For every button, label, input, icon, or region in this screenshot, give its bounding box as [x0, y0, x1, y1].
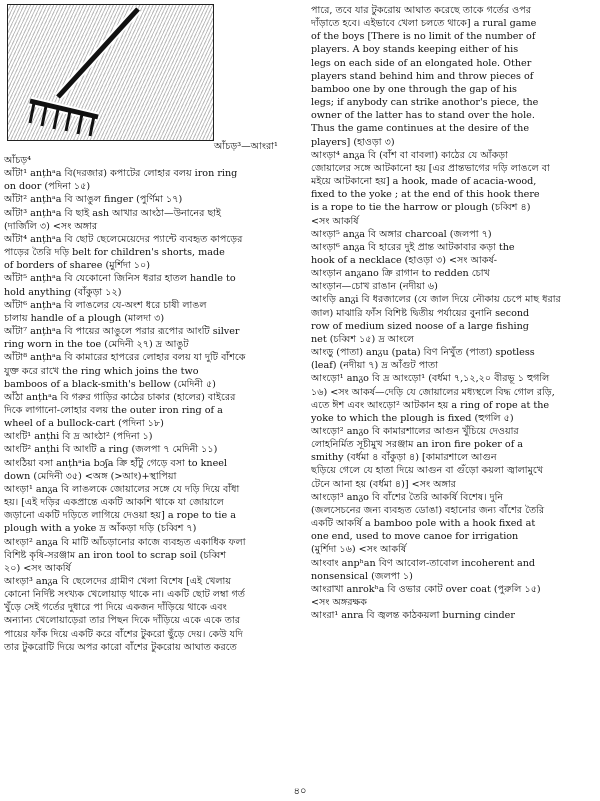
entry-line: nonsensical (জলপা ১) — [311, 570, 413, 582]
entry-line: আংড়ান anᵹano ক্রি রাগান to redden চোখ — [311, 268, 490, 280]
entry-line: bamboos of a black-smith's bellow (মেদিনী ৫) — [4, 378, 216, 390]
entry-line: smithy (বর্ধমা ৪ বাঁকুড়া ৪) [কামারশালে আগুন — [311, 452, 497, 464]
entry-line: আংড়ি anᵹi বি ধরজালের (যে জাল দিয়ে নৌকায় চেপে মাছ ধরার — [311, 294, 561, 306]
entry-line: (জলসেচনের জন্য ব্যবহৃত ডোঙা) বহানোর জন্য বাঁশের তৈরি — [311, 504, 545, 516]
entry-line: হয়। [এই দড়ির একপ্রান্তে একটি আকশি থাকে যা জোয়ালে — [4, 497, 224, 509]
entry-line: টেনে আনা হয় (বর্ধমা ৪)] <সং অঙ্গার — [311, 478, 456, 490]
entry-line: (leaf) (নদীয়া ৭) দ্র আঁগুট পাতা — [311, 360, 438, 372]
right-column — [311, 4, 596, 622]
entry-line: দিকে লাগানো-লোহার বলয় the outer iron ring of a — [4, 404, 223, 416]
entry-line: আঁঠা anțhᵃa বি গরুর গাড়ির কাঠের চাকার (হালের) বাইরের — [4, 391, 236, 403]
entry-line: আংড়ো³ anᵹo বি বাঁশের তৈরি আকর্ষি বিশেষ। দুনি — [311, 491, 504, 503]
entry-line: আংড়ু (পাতা) anᵹu (pata) বিণ নিখুঁত (পাতা) spotless — [311, 347, 535, 359]
entry-line: আংঠিয়া বসা anțhᵃia bɔʃa ক্রি হাঁটু গেড়ে বসা to kneel — [4, 457, 227, 469]
entry-line: players stand behind him and throw pieces of — [311, 70, 534, 82]
entry-line: অন্যান্য খেলোয়াড়েরা তার পিছন দিকে দাঁড়িয়ে একে একে তার — [4, 615, 240, 627]
entry-line: আংবাং anpʰan বিণ আবোল-তাবোল incoherent and — [311, 557, 536, 569]
entry-line: players] (হাওড়া ৩) — [311, 136, 395, 148]
left-entries — [4, 154, 304, 654]
entry-line: আংড়ো² anᵹo বি কামারশালের আগুন খুঁচিয়ে দেওয়ার — [311, 426, 519, 437]
entry-line: hold anything (বাঁকুড়া ১২) — [4, 286, 122, 298]
entry-line: ১৬) <সং আকর্ষ—দেড়ি যে জোয়ালের মধ্যস্থলে বিদ্ধ গোল রড়ি, — [311, 386, 555, 398]
entry-line: আংড়া² anᵹa বি মাটি আঁচড়ানোর কাজে ব্যবহৃত একাধিক ফলা — [4, 536, 246, 548]
entry-line: পারে, তবে যার টুকরোয় আঘাত করেছে তাকে গর্তের ওপর — [311, 5, 531, 16]
entry-line: plough with a yoke দ্র আঁকড়া দড়ি (চব্বিশ ৭) — [4, 523, 197, 535]
entry-line: আংড়া⁴ anᵹa বি (বাঁশ বা বাবলা) কাঠের যে আঁকড়া — [311, 149, 508, 161]
entry-line: yoke to which the plough is fixed (হুগলি ৫) — [311, 412, 514, 424]
entry-line: তার টুকরোটি দিয়ে অপর কারো বাঁশের টুকরোয় আঘাত করতে — [4, 641, 237, 653]
entry-line: owner of the latter has to stand over the hole. — [311, 110, 535, 122]
entry-line: down (মেদিনী ৩৫) <অঙ্গ (>আং)+স্থাপিয়া — [4, 470, 177, 482]
entry-line: players. A boy stands keeping either of his — [311, 44, 519, 56]
entry-line: Thus the game continues at the desire of the — [311, 123, 530, 135]
entry-line: আংটি¹ anțhi বি দ্র আংঠা² (পদিনা ১) — [4, 431, 153, 443]
entry-line: কোনো নির্দিষ্ট সংখ্যক খেলোয়াড় থাকে না। একটি ছোট লম্বা গর্ত — [4, 589, 245, 601]
entry-line: আংটি² anțhi বি আংটি a ring (জলপা ৭ মেদিনী ১১) — [4, 444, 218, 456]
entry-line: net (চব্বিশ ১৫) দ্র আংলে — [311, 333, 415, 345]
entry-line: <সং আকর্ষি — [311, 215, 359, 227]
entry-line: যুক্ত করে রাখে the ring which joins the two — [4, 365, 199, 377]
entry-line: (দার্জিলি ৩) <সং অঙ্গার — [4, 220, 98, 232]
entry-line: of borders of sharee (মুর্শিদা ১০) — [4, 260, 151, 272]
entry-line: আঁটা⁸ anțhᵃa বি কামারের হাপরের লোহার বলয় যা দুটি বাঁশকে — [4, 352, 246, 364]
entry-line: আংড়ো¹ anᵹo বি দ্র আংড়ো¹ (বর্ধমা ৭,১২,২০ বীরভূ ১ হুগলি — [311, 373, 550, 385]
left-column — [4, 4, 304, 653]
entry-line: আঁটা⁷ anțhᵃa বি পায়ের আঙুলে পরার রূপোর আংটি silver — [4, 326, 240, 338]
entry-line: আংড়া³ anᵹa বি ছেলেদের গ্রামীণ খেলা বিশেষ [এই খেলায় — [4, 576, 231, 587]
entry-line: আংড়ান—চোখ রাঙান (নদীয়া ৬) — [311, 281, 438, 293]
entry-line: ছড়িয়ে গেলে যে হাতা দিয়ে আগুন বা গুঁড়ো কয়লা জ্বালামুখে — [311, 465, 544, 477]
entry-line: one end, used to move canoe for irrigation — [311, 531, 519, 543]
entry-line: আঁচড়⁴ — [4, 155, 32, 166]
entry-line: আঁটা¹ anțhᵃa বি(দরজার) কপাটের লোহার বলয় iron ring — [4, 168, 238, 180]
entry-line: আংরাখা anrokʰa বি ওভার কোট over coat (পুরুলি ১৫) — [311, 583, 541, 595]
entry-line: hook of a necklace (হাওড়া ৩) <সং আকর্ষ- — [311, 254, 497, 266]
figure-caption: আঁচড়³—আংরা¹ — [214, 141, 278, 152]
entry-line: row of medium sized noose of a large fishing — [311, 320, 529, 332]
entry-line: জাল) মাঝারি ফাঁস বিশিষ্ট দ্বিতীয় পর্যায়ের বুনানি second — [311, 307, 530, 319]
page-number: ৪০ — [293, 786, 307, 797]
entry-line: চালায় handle of a plough (মালদা ৩) — [4, 312, 165, 324]
entry-line: এতে ঈশ এবং আংড়ো² আটকান হয় a ring of rope at the — [311, 399, 550, 411]
entry-line: জড়ানো একটি দড়িতে লাগিয়ে দেওয়া হয়] a rope to tie a — [4, 510, 236, 522]
entry-line: পায়ের ফাঁক দিয়ে একটি করে বাঁশের টুকরো ছুঁড়ে দেয়। কেউ যদি — [4, 628, 243, 640]
rake-icon — [8, 5, 213, 140]
entry-line: খুঁড়ে সেই গর্তের দুধারে পা দিয়ে একজন দাঁড়িয়ে থাকে এবং — [4, 602, 227, 614]
entry-line: legs; if anybody can strike anothor's piece, the — [311, 97, 539, 109]
entry-line: বিশিষ্ট কৃষি-সরঞ্জাম an iron tool to scrap soil (চব্বিশ — [4, 549, 227, 561]
rake-illustration — [7, 4, 214, 141]
entry-line: আংরা¹ anra বি জ্বলন্ত কাঠকয়লা burning cinder — [311, 610, 515, 622]
entry-line: দাঁড়াতে হবে। এইভাবে খেলা চলতে থাকে] a rural game — [311, 18, 537, 30]
entry-line: ২০) <সং আকর্ষি — [4, 562, 71, 574]
entry-line: আঁটা⁴ anțhᵃa বি ছোট ছেলেমেয়েদের প্যান্টে ব্যবহৃত কাপড়ের — [4, 233, 243, 245]
entry-line: fixed to the yoke ; at the end of this hook there — [311, 189, 540, 201]
entry-line: ring worn in the toe (মেদিনী ২৭) দ্র আঙুট — [4, 339, 189, 351]
entry-line: is a rope to tie the harrow or plough (চব্বিশ ৪) — [311, 202, 531, 214]
entry-line: (মুর্শিদা ১৬) <সং আকর্ষি — [311, 544, 407, 556]
entry-line: মইয়ে আটকানো হয়] a hook, made of acacia-wood, — [311, 176, 537, 188]
entry-line: of the boys [There is no limit of the number of — [311, 31, 536, 43]
entry-line: bamboo one by one through the gap of his — [311, 83, 517, 95]
entry-line: আঁটা⁶ anțhᵃa বি লাঙলের যে-অংশ ধরে চাষী লাঙল — [4, 299, 207, 311]
entry-line: <সং অঙ্গরক্ষক — [311, 597, 367, 609]
entry-line: পাড়ের তৈরি দড়ি belt for children's shorts, made — [4, 247, 225, 259]
entry-line: লোহনির্মিত সূচীমুখ সরঞ্জাম an iron fire poker of a — [311, 439, 524, 451]
entry-line: আংড়া⁶ anᵹa বি হারের দুই প্রান্ত আটকাবার কড়া the — [311, 241, 515, 253]
entry-line: একটি আকর্ষি a bamboo pole with a hook fixed at — [311, 518, 536, 530]
entry-line: আঁটা⁵ anțhᵃa বি যেকোনো জিনিস ধরার হাতল handle to — [4, 273, 236, 285]
entry-line: আঁটা² anțhᵃa বি আঙুল finger (পুর্ণিমা ১৭) — [4, 194, 183, 206]
entry-line: জোয়ালের সঙ্গে আটকানো হয় [এর প্রান্তভাগের দড়ি লাঙলে বা — [311, 162, 550, 174]
entry-line: legs on each side of an elongated hole. Other — [311, 57, 532, 69]
entry-line: আঁটা³ anțhᵃa বি ছাই ash আখার আংঠা—উনানের ছাই — [4, 207, 222, 219]
entry-line: on door (পদিনা ১৫) — [4, 181, 91, 193]
entry-line: আংড়া¹ anᵹa বি লাঙলকে জোয়ালের সঙ্গে যে দড়ি দিয়ে বাঁধা — [4, 483, 240, 495]
entry-line: wheel of a bullock-cart (পদিনা ১৮) — [4, 418, 164, 430]
entry-line: আংড়া⁵ anᵹa বি অঙ্গার charcoal (জলপা ৭) — [311, 228, 492, 240]
